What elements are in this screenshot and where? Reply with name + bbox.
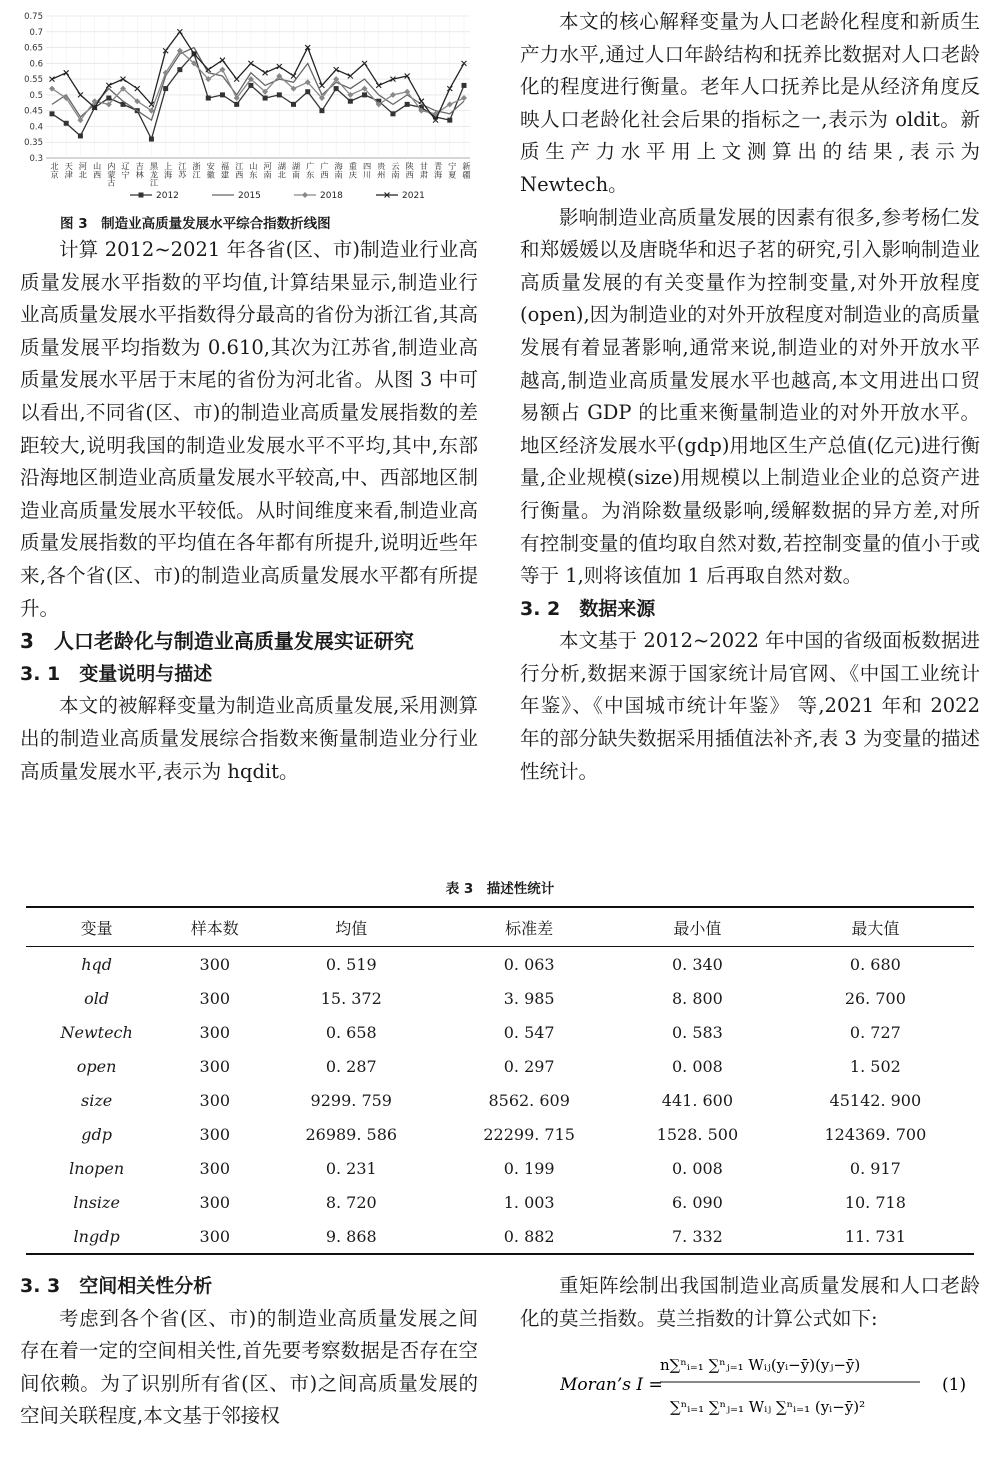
x-tick-label: 山西	[92, 162, 103, 179]
legend-marker	[139, 193, 144, 198]
data-point	[334, 86, 339, 91]
y-tick-label: 0.35	[24, 138, 43, 149]
table-row	[26, 1185, 974, 1219]
table-cell: 300	[167, 1219, 262, 1254]
data-point	[234, 102, 239, 107]
formula-denominator: ∑ⁿᵢ₌₁ ∑ⁿⱼ₌₁ Wᵢⱼ ∑ⁿᵢ₌₁ (yᵢ−ȳ)²	[670, 1398, 866, 1416]
data-point	[64, 121, 69, 126]
table-cell: 45142. 900	[829, 1090, 922, 1110]
legend-marker	[302, 192, 308, 198]
x-tick-label: 重庆	[348, 162, 359, 179]
table-row	[26, 1015, 974, 1049]
table-cell: 0. 583	[671, 1022, 723, 1042]
x-tick-label: 江苏	[177, 162, 188, 179]
x-tick-label: 陕西	[405, 162, 416, 179]
x-tick-label: 贵州	[376, 162, 387, 179]
table-row	[26, 1083, 974, 1117]
table-row	[26, 947, 974, 982]
data-point	[447, 118, 452, 123]
table-row	[26, 1151, 974, 1185]
table-cell: 1. 003	[503, 1192, 555, 1212]
formula-label: Moran’s I =	[560, 1375, 663, 1395]
x-tick-label: 天津	[64, 162, 75, 179]
table-cell: 0. 519	[325, 954, 377, 974]
data-point	[277, 92, 282, 97]
legend-label: 2021	[402, 191, 425, 201]
series-line-2018	[52, 51, 464, 120]
variable-name-cell: size	[81, 1090, 113, 1110]
variable-name-cell: open	[76, 1056, 117, 1076]
table-cell: 0. 008	[671, 1158, 723, 1178]
table-cell: 0. 727	[849, 1022, 901, 1042]
variable-name-cell: hqd	[81, 954, 113, 974]
table-row	[26, 981, 974, 1015]
x-tick-label: 宁夏	[447, 162, 458, 179]
x-tick-label: 新疆	[462, 162, 472, 179]
data-point	[291, 102, 296, 107]
table-cell: 7. 332	[618, 1219, 777, 1254]
data-point	[305, 89, 310, 94]
x-tick-label: 云南	[390, 162, 401, 179]
data-point	[206, 96, 211, 101]
x-tick-label: 湖南	[291, 162, 302, 179]
y-tick-label: 0.5	[29, 90, 43, 101]
y-tick-label: 0.75	[24, 12, 43, 22]
data-point	[78, 133, 83, 138]
table-cell: 300	[199, 1158, 231, 1178]
data-point	[106, 96, 111, 101]
data-point	[405, 102, 410, 107]
table-row	[26, 1219, 974, 1254]
table-cell: 1. 502	[849, 1056, 901, 1076]
data-point	[177, 67, 182, 72]
table-cell: 300	[199, 988, 231, 1008]
data-point	[163, 86, 168, 91]
table-cell: 300	[199, 1022, 231, 1042]
table-cell: 0. 882	[440, 1219, 618, 1254]
x-tick-label: 山东	[248, 162, 259, 179]
x-tick-label: 湖北	[277, 162, 288, 179]
table-cell: 26. 700	[844, 988, 906, 1008]
table-cell: 6. 090	[671, 1192, 723, 1212]
table-cell: 3. 985	[503, 988, 555, 1008]
descriptive-stats-table	[26, 906, 974, 1255]
table-cell: 8562. 609	[488, 1090, 570, 1110]
data-point	[149, 137, 154, 142]
table-cell: 0. 008	[671, 1056, 723, 1076]
table-body	[26, 947, 974, 1255]
table-cell: 300	[199, 1056, 231, 1076]
x-tick-label: 江西	[234, 162, 245, 179]
x-tick-label: 吉林	[135, 162, 146, 179]
section-heading-3-2: 3. 2 数据来源	[520, 597, 656, 620]
paragraph: 重矩阵绘制出我国制造业高质量发展和人口老龄化的莫兰指数。莫兰指数的计算公式如下:	[520, 1274, 980, 1330]
variable-name-cell: lnsize	[73, 1192, 120, 1212]
data-point	[461, 95, 467, 101]
y-tick-label: 0.55	[24, 75, 43, 86]
left-column-bottom	[20, 1270, 478, 1433]
series-line-2021	[52, 32, 464, 120]
data-point	[50, 111, 55, 116]
paragraph: 计算 2012~2021 年各省(区、市)制造业行业高质量发展水平指数的平均值,计算结果显示,制造业行业高质量发展水平指数得分最高的省份为浙江省,其高质量发展平均指数为 0.610,其次为江苏省,制造业高质量发展水平居于末尾的省份为河北省。从图 3 中可以看出,不同省(区、市)的制造业高质量发展指数的差距较大,说明我国的制造业发展水平不平均,其中,东部沿海地区制造业高质量发展水平较高,中、西部地区制造业高质量发展水平较低。从时间维度来看,制造业高质量发展指数的平均值在各年都有所提升,说明近些年来,各个省(区、市)的制造业高质量发展水平都有所提升。	[20, 238, 478, 620]
data-point	[462, 83, 467, 88]
x-tick-label: 浙江	[192, 162, 203, 179]
variable-name-cell: lnopen	[69, 1158, 125, 1178]
x-tick-label: 上海	[163, 162, 174, 179]
morans-i-formula	[560, 1340, 980, 1430]
paragraph: 考虑到各个省(区、市)的制造业高质量发展之间存在着一定的空间相关性,首先要考察数据是否存在空间依赖。为了识别所有省(区、市)之间高质量发展的空间关联程度,本文基于邻接权	[20, 1306, 478, 1428]
table-cell: 9. 868	[262, 1219, 440, 1254]
x-tick-label: 四川	[362, 162, 373, 179]
data-point	[263, 96, 268, 101]
column-header: 最大值	[777, 907, 974, 947]
x-tick-label: 北京	[50, 162, 60, 179]
data-point	[348, 99, 353, 104]
table-row	[26, 1117, 974, 1151]
y-tick-label: 0.6	[29, 59, 43, 70]
table-cell: 0. 340	[671, 954, 723, 974]
x-tick-label: 河北	[78, 162, 89, 179]
figure-caption: 图 3 制造业高质量发展水平综合指数折线图	[60, 216, 331, 232]
x-tick-label: 福建	[220, 162, 231, 179]
table-cell: 15. 372	[320, 988, 382, 1008]
section-heading-3-1: 3. 1 变量说明与描述	[20, 662, 213, 685]
paragraph: 本文基于 2012~2022 年中国的省级面板数据进行分析,数据来源于国家统计局官网、《中国工业统计年鉴》、《中国城市统计年鉴》 等,2021 年和 2022 年的部分缺失数据采用插值法补齐,表 3 为变量的描述性统计。	[520, 629, 981, 783]
table-caption: 表 3 描述性统计	[445, 881, 555, 897]
section-heading-3-3: 3. 3 空间相关性分析	[20, 1275, 213, 1297]
right-column-top	[520, 6, 980, 788]
data-point	[220, 92, 225, 97]
formula-numerator: n∑ⁿᵢ₌₁ ∑ⁿⱼ₌₁ Wᵢⱼ(yᵢ−ȳ)(yⱼ−ȳ)	[660, 1356, 861, 1374]
y-tick-label: 0.7	[29, 27, 43, 38]
data-point	[362, 92, 367, 97]
paragraph: 影响制造业高质量发展的因素有很多,参考杨仁发和郑媛媛以及唐晓华和迟子茗的研究,引入影响制造业高质量发展的有关变量作为控制变量,对外开放程度(open),因为制造业的对外开放程度对制造业的高质量发展有着显著影响,通常来说,制造业的对外开放水平越高,制造业高质量发展水平也越高,本文用进出口贸易额占 GDP 的比重来衡量制造业的对外开放水平。地区经济发展水平(gdp)用地区生产总值(亿元)进行衡量,企业规模(size)用规模以上制造业企业的总资产进行衡量。为消除数量级影响,缓解数据的异方差,对所有控制变量的值均取自然对数,若控制变量的值小于或等于 1,则将该值加 1 后再取自然对数。	[520, 205, 980, 588]
table-cell: 0. 547	[503, 1022, 555, 1042]
data-point	[248, 83, 253, 88]
table-cell: 0. 297	[503, 1056, 555, 1076]
x-tick-label: 黑龙江	[149, 162, 160, 187]
table-cell: 441. 600	[661, 1090, 734, 1110]
data-point	[319, 108, 324, 113]
table-cell: 9299. 759	[310, 1090, 392, 1110]
table-cell: 0. 917	[849, 1158, 901, 1178]
formula-number: (1)	[942, 1375, 967, 1395]
table-cell: 0. 680	[849, 954, 901, 974]
right-column-bottom	[520, 1270, 980, 1335]
y-tick-label: 0.45	[24, 106, 43, 117]
column-header: 变量	[26, 907, 167, 947]
x-tick-label: 海南	[334, 162, 345, 179]
table-cell: 300	[199, 1192, 231, 1212]
table-cell: 1528. 500	[656, 1124, 739, 1144]
x-tick-label: 内蒙古	[106, 162, 117, 187]
x-tick-label: 河南	[263, 162, 274, 179]
column-header: 最小值	[618, 907, 777, 947]
table-row	[26, 1049, 974, 1083]
x-tick-label: 辽宁	[121, 162, 132, 179]
left-column-top	[20, 234, 478, 788]
x-tick-label: 安徽	[206, 162, 217, 179]
y-tick-label: 0.65	[24, 43, 43, 54]
variable-name-cell: gdp	[81, 1124, 112, 1144]
table-cell: 22299. 715	[483, 1124, 575, 1144]
table-cell: 300	[199, 1090, 231, 1110]
data-point	[390, 111, 395, 116]
table-cell: 8. 800	[671, 988, 723, 1008]
x-tick-label: 甘肃	[419, 162, 430, 179]
x-tick-label: 青海	[433, 162, 444, 179]
table-cell: 0. 063	[503, 954, 555, 974]
legend-label: 2012	[156, 191, 179, 201]
table-cell: 0. 199	[503, 1158, 555, 1178]
column-header: 样本数	[167, 907, 262, 947]
y-tick-label: 0.3	[29, 154, 43, 164]
paragraph: 本文的被解释变量为制造业高质量发展,采用测算出的制造业高质量发展综合指数来衡量制造业分行业高质量发展水平,表示为 hqdit。	[20, 694, 478, 783]
table-cell: 8. 720	[325, 1192, 377, 1212]
table-cell: 10. 718	[844, 1192, 906, 1212]
variable-name-cell: Newtech	[60, 1022, 133, 1042]
legend-label: 2015	[238, 191, 261, 201]
table-cell: 26989. 586	[305, 1124, 398, 1144]
line-chart	[20, 8, 478, 204]
column-header: 标准差	[440, 907, 618, 947]
paragraph: 本文的核心解释变量为人口老龄化程度和新质生产力水平,通过人口年龄结构和抚养比数据对人口老龄化的程度进行衡量。老年人口抚养比是从经济角度反映人口老龄化社会后果的指标之一,表示为 oldit。新质生产力水平用上文测算出的结果,表示为 Newtech。	[520, 10, 980, 196]
table-header-row	[26, 907, 974, 947]
x-tick-label: 广西	[319, 162, 330, 179]
variable-name-cell: old	[84, 988, 110, 1008]
table-cell: 124369. 700	[824, 1124, 927, 1144]
variable-name-cell: lngdp	[26, 1219, 167, 1254]
table-cell: 0. 231	[325, 1158, 377, 1178]
table-cell: 300	[199, 954, 231, 974]
column-header: 均值	[262, 907, 440, 947]
legend-label: 2018	[320, 191, 343, 201]
table-cell: 0. 658	[325, 1022, 377, 1042]
table-cell: 300	[199, 1124, 231, 1144]
table-cell: 11. 731	[777, 1219, 974, 1254]
x-tick-label: 广东	[305, 162, 316, 179]
y-tick-label: 0.4	[29, 122, 43, 133]
section-heading-3: 3 人口老龄化与制造业高质量发展实证研究	[20, 629, 414, 654]
table-cell: 0. 287	[325, 1056, 377, 1076]
